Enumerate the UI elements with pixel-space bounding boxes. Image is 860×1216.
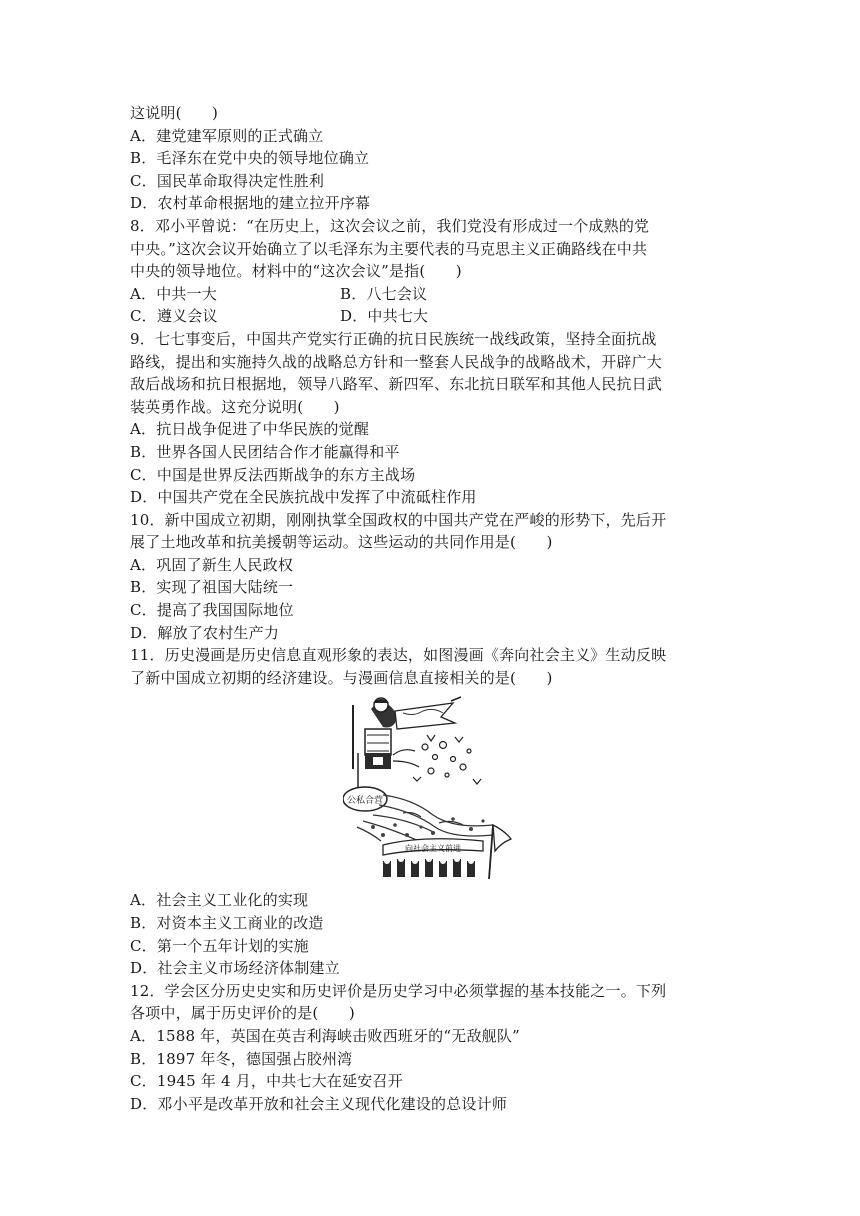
question-11-option-d[interactable]: D．社会主义市场经济体制建立 <box>130 959 340 978</box>
cartoon-running-to-socialism <box>343 695 513 885</box>
question-8-stem-line-3: 中央的领导地位。材料中的“这次会议”是指( ) <box>130 262 462 281</box>
question-10-option-c[interactable]: C．提高了我国国际地位 <box>130 601 294 620</box>
question-8-option-b[interactable]: B．八七会议 <box>340 284 428 303</box>
question-11 <box>130 644 740 980</box>
question-10 <box>130 509 740 645</box>
question-11-stem-line-2: 了新中国成立初期的经济建设。与漫画信息直接相关的是( ) <box>130 668 553 687</box>
question-8 <box>130 215 740 328</box>
question-8-option-a[interactable]: A．中共一大 <box>130 284 218 303</box>
question-10-option-d[interactable]: D．解放了农村生产力 <box>130 623 280 642</box>
question-9-option-d[interactable]: D．中国共产党在全民族抗战中发挥了中流砥柱作用 <box>130 488 477 507</box>
question-8-stem-line-2: 中央。”这次会议开始确立了以毛泽东为主要代表的马克思主义正确路线在中共 <box>130 239 648 258</box>
question-7-option-d[interactable]: D．农村革命根据地的建立拉开序幕 <box>130 194 371 213</box>
question-10-option-b[interactable]: B．实现了祖国大陆统一 <box>130 578 294 597</box>
question-12-stem-line-1: 12．学会区分历史史实和历史评价是历史学习中必须掌握的基本技能之一。下列 <box>130 981 667 1000</box>
lantern-label: 公私合营 <box>346 796 384 807</box>
question-11-option-c[interactable]: C．第一个五年计划的实施 <box>130 936 309 955</box>
question-12-option-b[interactable]: B．1897 年冬，德国强占胶州湾 <box>130 1049 353 1068</box>
question-8-stem-line-1: 8．邓小平曾说：“在历史上，这次会议之前，我们党没有形成过一个成熟的党 <box>130 216 650 235</box>
question-7-option-a[interactable]: A．建党建军原则的正式确立 <box>130 126 324 145</box>
question-8-options-row-1 <box>130 283 740 306</box>
question-9-stem-line-1: 9．七七事变后，中国共产党实行正确的抗日民族统一战线政策，坚持全面抗战 <box>130 329 657 348</box>
question-12-stem-line-2: 各项中，属于历史评价的是( ) <box>130 1004 355 1023</box>
question-9-stem-line-2: 路线，提出和实施持久战的战略总方针和一整套人民战争的战略战术，开辟广大 <box>130 352 663 371</box>
question-8-options-row-2 <box>130 305 740 328</box>
question-9-option-a[interactable]: A．抗日战争促进了中华民族的觉醒 <box>130 420 370 439</box>
question-9-option-b[interactable]: B．世界各国人民团结合作才能赢得和平 <box>130 442 400 461</box>
question-12-option-d[interactable]: D．邓小平是改革开放和社会主义现代化建设的总设计师 <box>130 1094 508 1113</box>
question-12-option-c[interactable]: C．1945 年 4 月，中共七大在延安召开 <box>130 1072 403 1091</box>
question-12-option-a[interactable]: A．1588 年，英国在英吉利海峡击败西班牙的“无敌舰队” <box>130 1027 520 1045</box>
question-11-option-a[interactable]: A．社会主义工业化的实现 <box>130 891 309 910</box>
question-11-stem-line-1: 11．历史漫画是历史信息直观形象的表达，如图漫画《奔向社会主义》生动反映 <box>130 646 667 665</box>
question-9-option-c[interactable]: C．中国是世界反法西斯战争的东方主战场 <box>130 465 416 484</box>
question-10-option-a[interactable]: A．巩固了新生人民政权 <box>130 555 294 574</box>
question-8-option-d[interactable]: D．中共七大 <box>340 307 429 326</box>
question-7-option-b[interactable]: B．毛泽东在党中央的领导地位确立 <box>130 149 370 168</box>
question-11-option-b[interactable]: B．对资本主义工商业的改造 <box>130 914 324 933</box>
question-7-option-c[interactable]: C．国民革命取得决定性胜利 <box>130 171 325 190</box>
banner-label: 向社会主义前进 <box>405 844 461 854</box>
question-8-option-c[interactable]: C．遵义会议 <box>130 307 218 326</box>
question-9-stem-line-4: 装英勇作战。这充分说明( ) <box>130 397 340 416</box>
question-9-stem-line-3: 敌后战场和抗日根据地，领导八路军、新四军、东北抗日联军和其他人民抗日武 <box>130 375 663 394</box>
question-7 <box>130 102 740 215</box>
question-7-stem-tail: 这说明( ) <box>130 104 219 122</box>
question-10-stem-line-2: 展了土地改革和抗美援朝等运动。这些运动的共同作用是( ) <box>130 533 553 552</box>
question-10-stem-line-1: 10．新中国成立初期，刚刚执掌全国政权的中国共产党在严峻的形势下，先后开 <box>130 510 667 529</box>
question-12 <box>130 980 740 1116</box>
question-9 <box>130 328 740 509</box>
